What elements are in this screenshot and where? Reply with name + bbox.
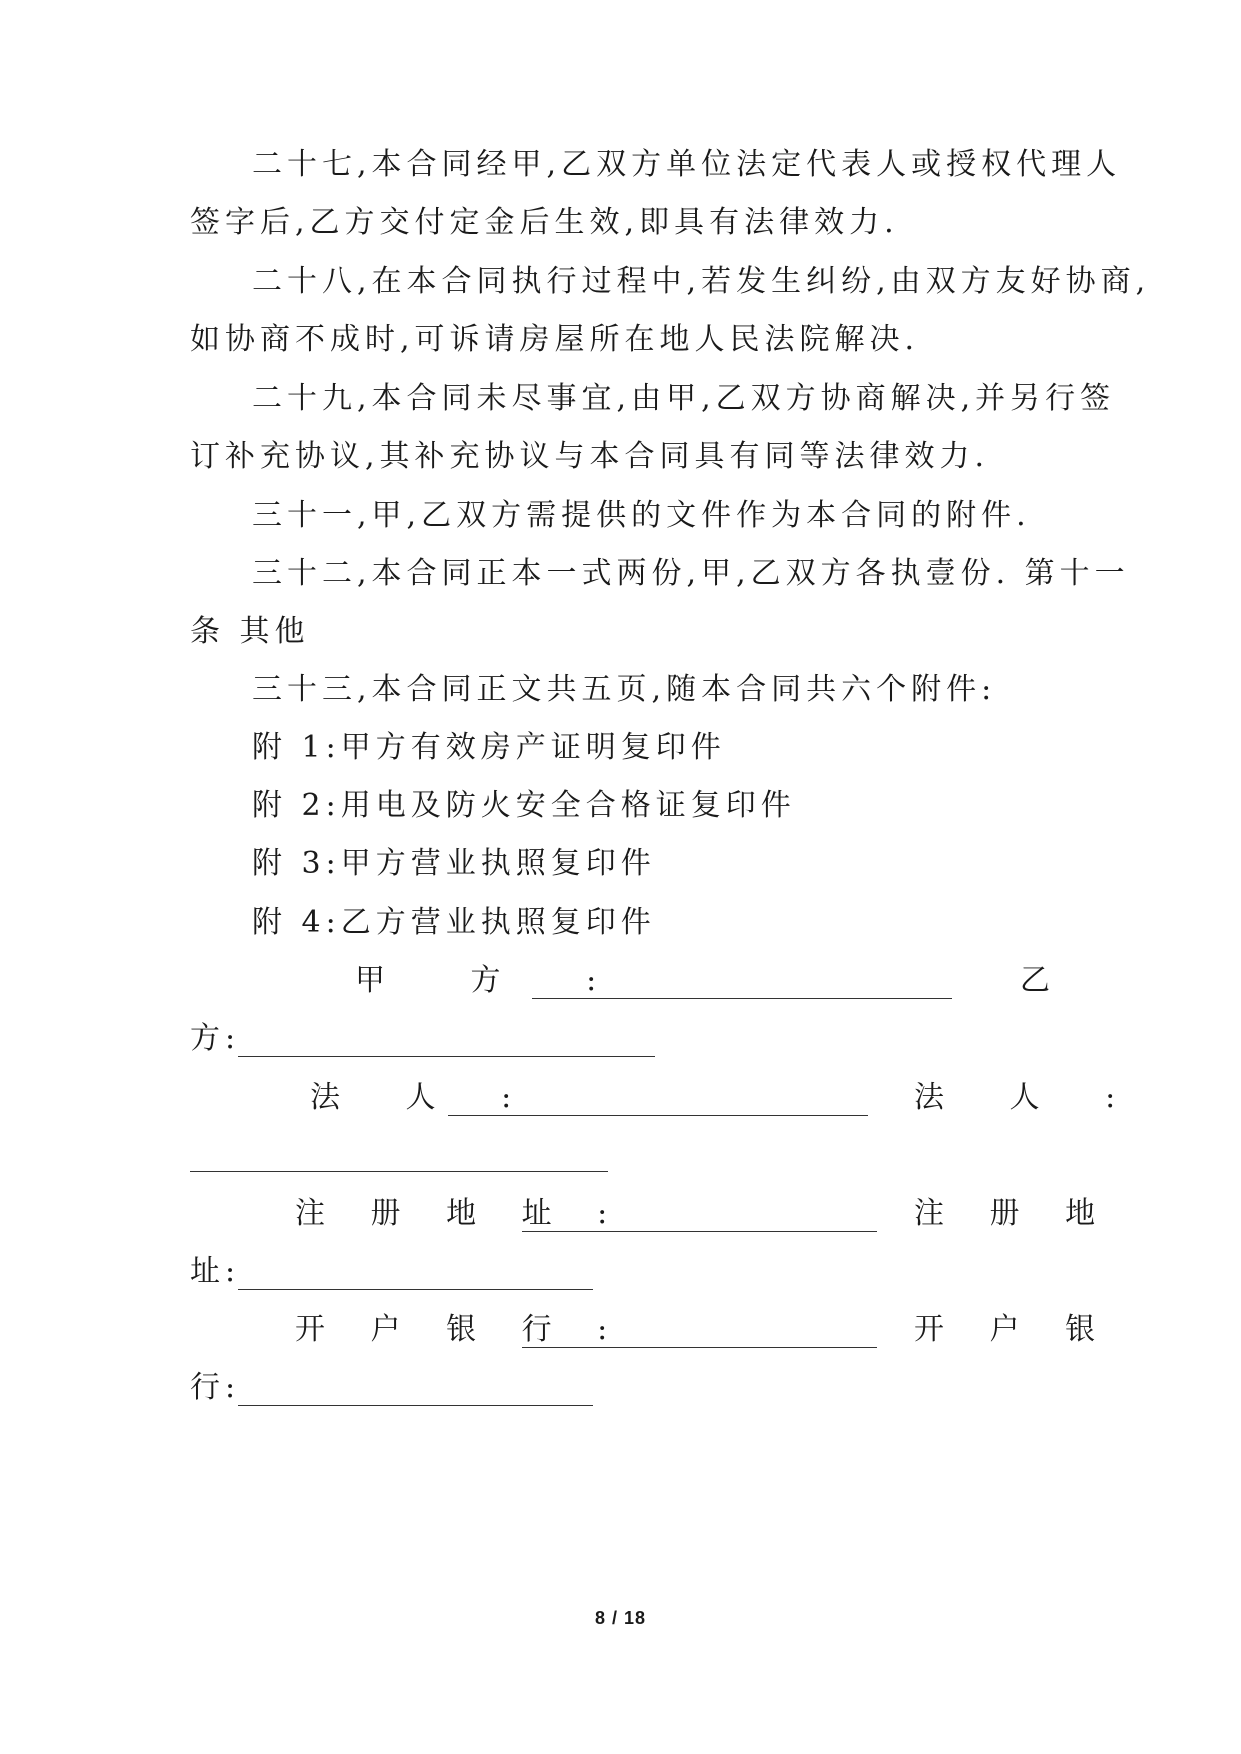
reg-addr-a-blank[interactable]: [522, 1205, 877, 1232]
attachment-2: 附 2:用电及防火安全合格证复印件: [252, 788, 796, 823]
party-a-label: 甲 方 :: [355, 963, 635, 998]
article-28-line-2: 如协商不成时,可诉请房屋所在地人民法院解决.: [190, 322, 920, 357]
legal-person-a-blank[interactable]: [448, 1089, 868, 1116]
party-b-label-start: 乙: [1020, 963, 1055, 998]
article-27-line-2: 签字后,乙方交付定金后生效,即具有法律效力.: [190, 205, 899, 240]
reg-addr-b-label-cont: 址:: [190, 1254, 241, 1289]
bank-a-blank[interactable]: [522, 1321, 877, 1348]
article-32-line-1: 三十二,本合同正本一式两份,甲,乙双方各执壹份. 第十一: [252, 556, 1130, 591]
legal-person-a-label: 法 人 :: [310, 1080, 540, 1115]
legal-person-b-blank[interactable]: [190, 1145, 608, 1172]
bank-b-blank[interactable]: [238, 1379, 593, 1406]
party-b-blank[interactable]: [238, 1030, 655, 1057]
legal-person-b-label: 法 人 :: [914, 1080, 1144, 1115]
article-29-line-2: 订补充协议,其补充协议与本合同具有同等法律效力.: [190, 439, 990, 474]
article-32-line-2: 条 其他: [190, 614, 310, 649]
attachment-1: 附 1:甲方有效房产证明复印件: [252, 730, 726, 765]
article-28-line-1: 二十八,在本合同执行过程中,若发生纠纷,由双方友好协商,: [252, 264, 1151, 299]
attachment-4: 附 4:乙方营业执照复印件: [252, 905, 656, 940]
article-29-line-1: 二十九,本合同未尽事宜,由甲,乙双方协商解决,并另行签: [252, 381, 1116, 416]
article-27-line-1: 二十七,本合同经甲,乙双方单位法定代表人或授权代理人: [252, 147, 1122, 182]
page-number: 8 / 18: [594, 1608, 647, 1628]
party-b-label-cont: 方:: [190, 1021, 241, 1056]
party-a-blank[interactable]: [532, 972, 952, 999]
reg-addr-b-label-start: 注 册 地: [914, 1196, 1114, 1231]
article-31: 三十一,甲,乙双方需提供的文件作为本合同的附件.: [252, 498, 1031, 533]
bank-b-label-cont: 行:: [190, 1370, 241, 1405]
reg-addr-b-blank[interactable]: [238, 1263, 593, 1290]
attachment-3: 附 3:甲方营业执照复印件: [252, 846, 656, 881]
reg-addr-a-label: 注 册 地 址 :: [295, 1196, 626, 1231]
bank-b-label-start: 开 户 银: [914, 1312, 1114, 1347]
bank-a-label: 开 户 银 行 :: [295, 1312, 626, 1347]
article-33: 三十三,本合同正文共五页,随本合同共六个附件:: [252, 672, 997, 707]
